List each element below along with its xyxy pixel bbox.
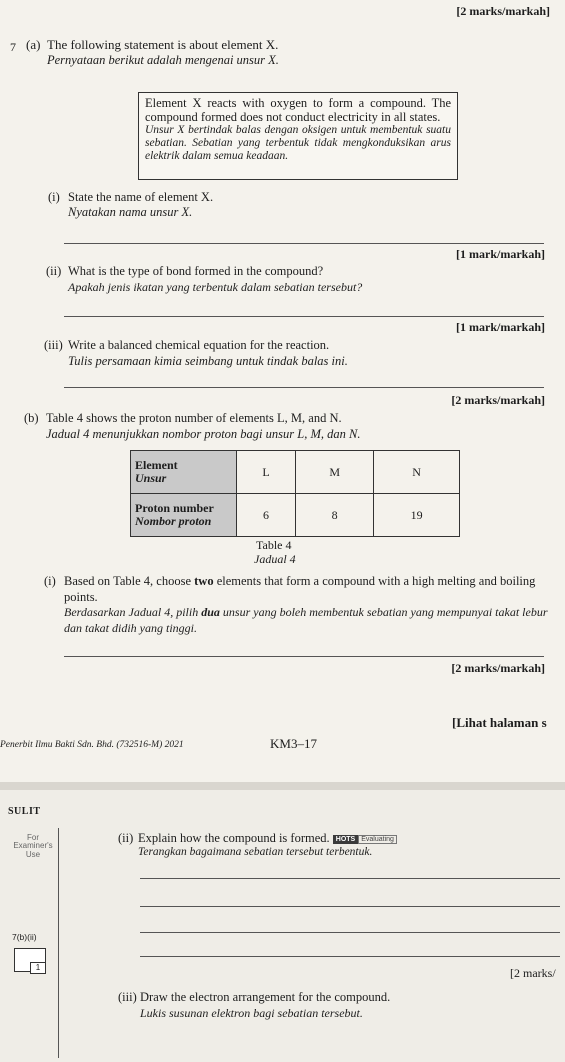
- table-header-proton: [131, 494, 237, 537]
- b-i-en-part1: Based on Table 4, choose: [64, 574, 195, 588]
- table-caption-ms: Jadual 4: [254, 552, 296, 566]
- b-ii-question-en: [138, 831, 397, 846]
- answer-line-a-ii[interactable]: [64, 316, 544, 317]
- score-max-box: 1: [30, 962, 46, 974]
- page-gap: [0, 782, 565, 790]
- statement-en: Element X reacts with oxygen to form a compound. The compound formed does not conduct electricity in all states.: [145, 96, 451, 124]
- a-ii-question-en: What is the type of bond formed in the compound?: [68, 264, 324, 278]
- statement-box: [138, 92, 458, 180]
- hots-badge: HOTS: [333, 835, 358, 844]
- table-row-element: [131, 451, 460, 494]
- b-iii-label: (iii): [118, 990, 137, 1004]
- table-cell-element-m: M: [296, 451, 374, 494]
- answer-line-b-i[interactable]: [64, 656, 544, 657]
- a-iii-marks: [2 marks/markah]: [451, 393, 545, 407]
- b-iii-question-en: Draw the electron arrangement for the compound.: [140, 990, 391, 1004]
- a-iii-question-ms: Tulis persamaan kimia seimbang untuk tindak balas ini.: [68, 354, 348, 368]
- hots-level: Evaluating: [358, 835, 397, 844]
- b-i-marks: [2 marks/markah]: [451, 661, 545, 675]
- header-proton-en: Proton number: [135, 500, 214, 515]
- part-b-intro-ms: Jadual 4 menunjukkan nombor proton bagi unsur L, M, dan N.: [46, 427, 361, 441]
- header-proton-ms: Nombor proton: [135, 514, 212, 528]
- next-page-note: [Lihat halaman s: [452, 715, 547, 730]
- question-number: 7: [10, 40, 16, 54]
- a-i-question-ms: Nyatakan nama unsur X.: [68, 205, 193, 219]
- score-ref-label: 7(b)(ii): [12, 932, 37, 942]
- header-element-en: Element: [135, 457, 178, 472]
- statement-ms: Unsur X bertindak balas dengan oksigen untuk membentuk suatu sebatian. Sebatian yang terbentuk tidak mengkonduksikan arus elektrik dalam semua keadaan.: [145, 124, 451, 162]
- answer-line-b-ii-1[interactable]: [140, 878, 560, 879]
- table-4: [130, 450, 460, 537]
- table-header-element: [131, 451, 237, 494]
- b-ii-en-text: Explain how the compound is formed.: [138, 831, 330, 845]
- a-iii-label: (iii): [44, 338, 63, 352]
- table-cell-proton-l: 6: [237, 494, 296, 537]
- answer-line-b-ii-4[interactable]: [140, 956, 560, 957]
- b-ii-marks: [2 marks/: [510, 966, 556, 980]
- part-b-intro-en: Table 4 shows the proton number of elements L, M, and N.: [46, 411, 342, 425]
- b-i-en-part2: elements that form a compound with a high melting and boiling points.: [64, 574, 536, 604]
- publisher-footer: Penerbit Ilmu Bakti Sdn. Bhd. (732516-M) 2021: [0, 740, 184, 750]
- b-ii-label: (ii): [118, 831, 134, 845]
- answer-line-a-iii[interactable]: [64, 387, 544, 388]
- b-i-en-bold: two: [194, 574, 214, 588]
- a-ii-question-ms: Apakah jenis ikatan yang terbentuk dalam sebatian tersebut?: [68, 280, 363, 294]
- b-i-ms-part2: unsur yang boleh membentuk sebatian yang mempunyai takat lebur dan takat didih yang tinggi.: [64, 605, 548, 635]
- table-cell-element-l: L: [237, 451, 296, 494]
- part-a-label: (a): [26, 37, 41, 52]
- table-cell-proton-n: 19: [374, 494, 460, 537]
- part-a-intro-ms: Pernyataan berikut adalah mengenai unsur X.: [47, 53, 279, 67]
- exam-page-2: [0, 790, 565, 1062]
- a-i-label: (i): [48, 190, 60, 204]
- a-ii-label: (ii): [46, 264, 62, 278]
- part-b-label: (b): [24, 411, 39, 425]
- table-cell-element-n: N: [374, 451, 460, 494]
- table-caption-en: Table 4: [256, 538, 292, 552]
- a-iii-question-en: Write a balanced chemical equation for the reaction.: [68, 338, 330, 352]
- examiner-margin-rule: [58, 828, 59, 1058]
- a-i-marks: [1 mark/markah]: [456, 247, 545, 261]
- answer-line-b-ii-3[interactable]: [140, 932, 560, 933]
- top-marks: [2 marks/markah]: [456, 4, 550, 18]
- a-ii-marks: [1 mark/markah]: [456, 320, 545, 334]
- b-i-ms-bold: dua: [201, 605, 220, 619]
- a-i-question-en: State the name of element X.: [68, 190, 214, 204]
- b-i-question-ms: [64, 605, 549, 636]
- b-iii-question-ms: Lukis susunan elektron bagi sebatian tersebut.: [140, 1006, 363, 1020]
- header-element-ms: Unsur: [135, 471, 167, 485]
- b-i-question-en: [64, 574, 549, 605]
- part-a-intro-en: The following statement is about element X.: [47, 37, 279, 52]
- b-ii-question-ms: Terangkan bagaimana sebatian tersebut terbentuk.: [138, 846, 373, 858]
- page-code: KM3–17: [270, 736, 317, 751]
- b-i-ms-part1: Berdasarkan Jadual 4, pilih: [64, 605, 202, 619]
- sulit-label: SULIT: [8, 806, 41, 817]
- answer-line-b-ii-2[interactable]: [140, 906, 560, 907]
- table-cell-proton-m: 8: [296, 494, 374, 537]
- table-row-proton: [131, 494, 460, 537]
- examiner-use-note: For Examiner's Use: [13, 833, 53, 859]
- answer-line-a-i[interactable]: [64, 243, 544, 244]
- b-i-label: (i): [44, 574, 56, 588]
